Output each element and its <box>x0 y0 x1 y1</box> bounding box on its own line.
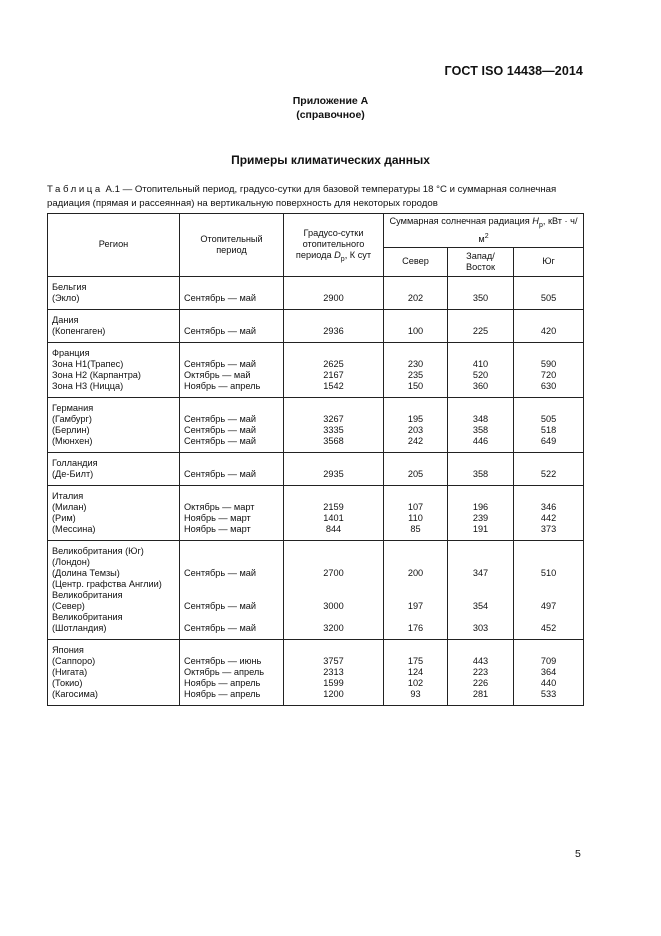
cell-line: 195 <box>407 413 424 424</box>
caption-text: — Отопительный период, градусо-сутки для базовой температуры 18 °С и суммарная солнечная радиация (прямая и рассеянная) на вертикальную поверхность для некоторых городов <box>47 184 557 209</box>
cell-line <box>184 579 279 590</box>
cell-line <box>388 612 443 623</box>
cell-line <box>518 403 579 414</box>
cell-line: 303 <box>472 622 489 633</box>
cell-line: 281 <box>472 688 489 699</box>
cell-line: Сентябрь — май <box>184 413 257 424</box>
cell-line <box>452 557 509 568</box>
cell-line: 442 <box>540 512 557 523</box>
annex-heading <box>0 94 661 122</box>
cell-line <box>452 546 509 557</box>
cell-line: (Долина Темзы) <box>52 567 120 578</box>
cell-line: 2167 <box>323 369 344 380</box>
cell-line <box>518 645 579 656</box>
cell-line <box>388 458 443 469</box>
cell-line: Бельгия <box>52 281 87 292</box>
cell-line: 3568 <box>323 435 344 446</box>
cell-line <box>288 612 379 623</box>
cell-line: 191 <box>472 523 489 534</box>
cell-line: 196 <box>472 501 489 512</box>
cell-line: (Мессина) <box>52 523 96 534</box>
cell-line: Сентябрь — май <box>184 567 257 578</box>
cell-line: 420 <box>540 325 557 336</box>
cell-period <box>180 276 284 309</box>
cell-line <box>288 348 379 359</box>
cell-west-east <box>448 276 514 309</box>
cell-line: Голландия <box>52 457 98 468</box>
cell-degree-days <box>284 485 384 540</box>
cell-west-east <box>448 540 514 639</box>
cell-line: Сентябрь — май <box>184 622 257 633</box>
cell-line <box>518 315 579 326</box>
cell-line: 226 <box>472 677 489 688</box>
cell-line: 225 <box>472 325 489 336</box>
cell-line: 590 <box>540 358 557 369</box>
cell-line: (Де-Билт) <box>52 468 94 479</box>
cell-line: (Саппоро) <box>52 655 96 666</box>
cell-degree-days <box>284 309 384 342</box>
cell-line <box>288 458 379 469</box>
cell-line <box>452 282 509 293</box>
cell-west-east <box>448 452 514 485</box>
cell-line <box>518 348 579 359</box>
cell-line <box>184 645 279 656</box>
cell-line: 2900 <box>323 292 344 303</box>
cell-line: Италия <box>52 490 84 501</box>
cell-degree-days <box>284 540 384 639</box>
cell-region <box>48 342 180 397</box>
cell-line <box>288 546 379 557</box>
cell-line: Октябрь — март <box>184 501 255 512</box>
cell-line: Великобритания (Юг) <box>52 545 144 556</box>
cell-line <box>288 282 379 293</box>
cell-line: (Берлин) <box>52 424 90 435</box>
climate-data-table <box>47 213 584 706</box>
cell-region <box>48 397 180 452</box>
cell-line: 505 <box>540 292 557 303</box>
cell-line: 358 <box>472 424 489 435</box>
cell-line: 1599 <box>323 677 344 688</box>
cell-line: 358 <box>472 468 489 479</box>
cell-period <box>180 540 284 639</box>
cell-line: (Центр. графства Англии) <box>52 578 162 589</box>
annex-title: Приложение А <box>292 95 369 107</box>
cell-line: Япония <box>52 644 84 655</box>
cell-region <box>48 276 180 309</box>
cell-line <box>184 458 279 469</box>
cell-line: (Нигата) <box>52 666 88 677</box>
cell-line <box>388 579 443 590</box>
cell-line <box>388 590 443 601</box>
header-region: Регион <box>48 214 180 277</box>
cell-line <box>452 315 509 326</box>
cell-south <box>514 540 584 639</box>
cell-line: Ноябрь — апрель <box>184 688 261 699</box>
cell-line <box>452 458 509 469</box>
caption-label: Таблица <box>47 184 103 195</box>
document-code: ГОСТ ISO 14438—2014 <box>444 64 583 78</box>
cell-west-east <box>448 342 514 397</box>
table-row <box>48 342 584 397</box>
cell-line <box>518 282 579 293</box>
cell-line <box>388 491 443 502</box>
cell-line <box>184 491 279 502</box>
cell-line: 2935 <box>323 468 344 479</box>
cell-line: (Рим) <box>52 512 76 523</box>
cell-line: 3000 <box>323 600 344 611</box>
cell-line: Сентябрь — май <box>184 358 257 369</box>
cell-line: 1401 <box>323 512 344 523</box>
cell-line <box>388 348 443 359</box>
cell-south <box>514 342 584 397</box>
cell-line: 347 <box>472 567 489 578</box>
cell-degree-days <box>284 397 384 452</box>
cell-south <box>514 276 584 309</box>
cell-line <box>184 557 279 568</box>
cell-south <box>514 639 584 705</box>
cell-line: (Милан) <box>52 501 87 512</box>
caption-number: А.1 <box>105 184 120 195</box>
cell-line: 446 <box>472 435 489 446</box>
cell-west-east <box>448 485 514 540</box>
cell-north <box>384 639 448 705</box>
cell-line: 354 <box>472 600 489 611</box>
cell-line: Дания <box>52 314 79 325</box>
table-row <box>48 452 584 485</box>
cell-line: 2700 <box>323 567 344 578</box>
cell-line: 373 <box>540 523 557 534</box>
cell-period <box>180 485 284 540</box>
cell-line: Великобритания <box>52 589 123 600</box>
cell-line <box>518 557 579 568</box>
cell-line: Франция <box>52 347 90 358</box>
cell-line: 410 <box>472 358 489 369</box>
cell-line: 200 <box>407 567 424 578</box>
cell-period <box>180 639 284 705</box>
cell-line <box>184 546 279 557</box>
cell-line: 239 <box>472 512 489 523</box>
table-row <box>48 276 584 309</box>
cell-line: Сентябрь — май <box>184 600 257 611</box>
cell-line <box>452 590 509 601</box>
cell-degree-days <box>284 639 384 705</box>
cell-line: Сентябрь — май <box>184 468 257 479</box>
cell-line: 3757 <box>323 655 344 666</box>
cell-period <box>180 309 284 342</box>
cell-line: 102 <box>407 677 424 688</box>
cell-line <box>452 612 509 623</box>
annex-note: (справочное) <box>296 109 365 121</box>
cell-line: 364 <box>540 666 557 677</box>
cell-line: Октябрь — апрель <box>184 666 265 677</box>
cell-line: 360 <box>472 380 489 391</box>
cell-line: 2936 <box>323 325 344 336</box>
cell-region <box>48 485 180 540</box>
cell-line: 720 <box>540 369 557 380</box>
cell-south <box>514 309 584 342</box>
cell-line: 203 <box>407 424 424 435</box>
cell-north <box>384 309 448 342</box>
cell-line: 518 <box>540 424 557 435</box>
cell-line: 2313 <box>323 666 344 677</box>
cell-line: 230 <box>407 358 424 369</box>
cell-north <box>384 485 448 540</box>
cell-line <box>288 590 379 601</box>
cell-line <box>388 645 443 656</box>
cell-line: (Кагосима) <box>52 688 98 699</box>
cell-line: 522 <box>540 468 557 479</box>
cell-region <box>48 452 180 485</box>
cell-west-east <box>448 309 514 342</box>
cell-line: 452 <box>540 622 557 633</box>
cell-line: Ноябрь — апрель <box>184 677 261 688</box>
cell-north <box>384 540 448 639</box>
table-row <box>48 485 584 540</box>
cell-line: (Шотландия) <box>52 622 107 633</box>
cell-line: (Экло) <box>52 292 80 303</box>
table-row <box>48 309 584 342</box>
cell-line: 202 <box>407 292 424 303</box>
cell-line: (Север) <box>52 600 85 611</box>
cell-line: 100 <box>407 325 424 336</box>
cell-line <box>388 546 443 557</box>
cell-line <box>288 645 379 656</box>
cell-line: Зона Н3 (Ницца) <box>52 380 124 391</box>
cell-line: 3267 <box>323 413 344 424</box>
cell-south <box>514 452 584 485</box>
cell-line: 85 <box>410 523 421 534</box>
cell-line: 110 <box>408 512 423 523</box>
cell-north <box>384 342 448 397</box>
table-row <box>48 540 584 639</box>
cell-line: 510 <box>540 567 557 578</box>
cell-line <box>452 491 509 502</box>
cell-line <box>288 403 379 414</box>
cell-line: 150 <box>407 380 424 391</box>
cell-west-east <box>448 639 514 705</box>
cell-line <box>184 348 279 359</box>
cell-period <box>180 397 284 452</box>
table-caption <box>47 183 587 211</box>
table-row <box>48 397 584 452</box>
cell-line: 2159 <box>323 501 344 512</box>
cell-line <box>388 282 443 293</box>
cell-line <box>452 348 509 359</box>
cell-line: 205 <box>407 468 424 479</box>
cell-line <box>184 612 279 623</box>
cell-line: 242 <box>407 435 424 446</box>
cell-line <box>288 491 379 502</box>
cell-line <box>452 403 509 414</box>
cell-line: 1200 <box>323 688 344 699</box>
cell-line: 346 <box>540 501 557 512</box>
cell-line: 844 <box>325 523 342 534</box>
cell-line <box>518 612 579 623</box>
cell-line: Ноябрь — март <box>184 512 251 523</box>
cell-line: 197 <box>407 600 424 611</box>
cell-line <box>452 579 509 590</box>
cell-line <box>184 403 279 414</box>
table-row <box>48 639 584 705</box>
cell-line: Сентябрь — май <box>184 292 257 303</box>
cell-line: (Токио) <box>52 677 83 688</box>
cell-line: 350 <box>472 292 489 303</box>
cell-line <box>518 491 579 502</box>
cell-south <box>514 485 584 540</box>
cell-line: Ноябрь — март <box>184 523 251 534</box>
section-title: Примеры климатических данных <box>231 153 430 167</box>
cell-line: Сентябрь — май <box>184 424 257 435</box>
cell-south <box>514 397 584 452</box>
cell-region <box>48 540 180 639</box>
table-header <box>48 214 584 277</box>
cell-line <box>388 557 443 568</box>
cell-line: 649 <box>540 435 557 446</box>
cell-line: 520 <box>472 369 489 380</box>
cell-degree-days <box>284 342 384 397</box>
cell-line: Сентябрь — май <box>184 325 257 336</box>
cell-line: 175 <box>407 655 424 666</box>
cell-line: 93 <box>410 688 421 699</box>
cell-line: 107 <box>407 501 424 512</box>
cell-line: 505 <box>540 413 557 424</box>
header-west-east: Запад/Восток <box>448 247 514 276</box>
cell-line: 1542 <box>323 380 344 391</box>
cell-west-east <box>448 397 514 452</box>
cell-line: (Копенгаген) <box>52 325 106 336</box>
cell-north <box>384 452 448 485</box>
cell-line <box>518 590 579 601</box>
cell-line <box>452 645 509 656</box>
cell-line: 223 <box>472 666 489 677</box>
header-north: Север <box>384 247 448 276</box>
cell-line: 348 <box>472 413 489 424</box>
cell-line <box>288 557 379 568</box>
cell-period <box>180 342 284 397</box>
cell-line: (Лондон) <box>52 556 90 567</box>
cell-line <box>184 590 279 601</box>
cell-north <box>384 276 448 309</box>
cell-line: 124 <box>407 666 424 677</box>
cell-line: Сентябрь — май <box>184 435 257 446</box>
cell-line: 235 <box>407 369 424 380</box>
cell-region <box>48 309 180 342</box>
cell-degree-days <box>284 452 384 485</box>
cell-line <box>288 579 379 590</box>
cell-line: 709 <box>540 655 557 666</box>
cell-line <box>518 458 579 469</box>
cell-line: 176 <box>407 622 424 633</box>
header-period: Отопительный период <box>180 214 284 277</box>
cell-line: 2625 <box>323 358 344 369</box>
cell-degree-days <box>284 276 384 309</box>
cell-line: Октябрь — май <box>184 369 251 380</box>
cell-line <box>518 579 579 590</box>
cell-line <box>388 315 443 326</box>
cell-line: Германия <box>52 402 94 413</box>
header-south: Юг <box>514 247 584 276</box>
cell-region <box>48 639 180 705</box>
cell-line: 443 <box>472 655 489 666</box>
cell-line: (Мюнхен) <box>52 435 93 446</box>
cell-line: Зона Н2 (Карпантра) <box>52 369 141 380</box>
cell-line: Зона Н1(Трапес) <box>52 358 124 369</box>
page-number: 5 <box>575 848 581 860</box>
table-body <box>48 276 584 705</box>
cell-line <box>184 315 279 326</box>
cell-line: 533 <box>540 688 557 699</box>
header-radiation: Суммарная солнечная радиация $Н_р$, кВт · $ч/м^2$ <box>384 214 584 248</box>
cell-line: 3200 <box>323 622 344 633</box>
cell-line: 3335 <box>323 424 344 435</box>
cell-line: Сентябрь — июнь <box>184 655 262 666</box>
cell-north <box>384 397 448 452</box>
cell-line: 497 <box>540 600 557 611</box>
cell-line: 440 <box>540 677 557 688</box>
cell-line <box>518 546 579 557</box>
cell-line: 630 <box>540 380 557 391</box>
cell-period <box>180 452 284 485</box>
header-degree-days: Градусо-сутки отопительного периода $D_р$, К сут <box>284 214 384 277</box>
cell-line: (Гамбург) <box>52 413 92 424</box>
cell-line: Великобритания <box>52 611 123 622</box>
cell-line <box>388 403 443 414</box>
cell-line <box>288 315 379 326</box>
cell-line <box>184 282 279 293</box>
cell-line: Ноябрь — апрель <box>184 380 261 391</box>
